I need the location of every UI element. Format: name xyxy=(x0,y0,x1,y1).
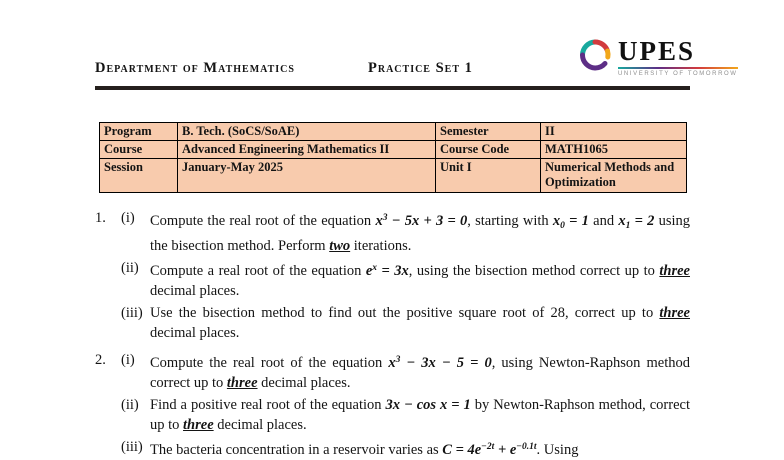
course-info-table xyxy=(99,122,687,193)
part-label: (ii) xyxy=(121,397,139,413)
table-cell-program-value: B. Tech. (SoCS/SoAE) xyxy=(178,123,436,141)
table-cell-session-label: Session xyxy=(100,159,178,193)
question-part xyxy=(95,395,690,435)
question-number xyxy=(95,437,121,460)
part-label: (i) xyxy=(121,210,135,226)
table-cell-course-value: Advanced Engineering Mathematics II xyxy=(178,141,436,159)
upes-logo xyxy=(576,36,738,80)
part-text: Compute a real root of the equation $e^x = 3x$, using the bisection method correct up to three decimal places. xyxy=(150,263,690,299)
table-cell-course-label: Course xyxy=(100,141,178,159)
table-cell-unit-value: Numerical Methods and Optimization xyxy=(541,159,687,193)
table-row xyxy=(100,141,687,159)
question-part xyxy=(95,208,690,256)
upes-logo-text-block xyxy=(618,36,738,77)
part-text: Compute the real root of the equation $x^3 - 5x + 3 = 0$, starting with $x_0 = 1$ and $x_1 = 2$ using the bisection method. Perform two iterations. xyxy=(150,213,691,254)
table-cell-session-value: January-May 2025 xyxy=(178,159,436,193)
upes-wordmark: UPES xyxy=(618,36,696,66)
table-row xyxy=(100,123,687,141)
table-cell-semester-value: II xyxy=(541,123,687,141)
practice-set-title: Practice Set 1 xyxy=(368,60,473,76)
department-heading: Department of Mathematics xyxy=(95,60,295,76)
question-part xyxy=(95,350,690,393)
upes-tagline: UNIVERSITY OF TOMORROW xyxy=(618,71,738,77)
question-number: 1. xyxy=(95,210,106,226)
part-text: The bacteria concentration in a reservoir varies as $C = 4e^{-2t} + e^{-0.1t}$. Using xyxy=(150,442,579,458)
question-number xyxy=(95,395,121,435)
part-text: Compute the real root of the equation $x^3 - 3x - 5 = 0$, using Newton-Raphson method correct up to three decimal places. xyxy=(150,355,690,391)
part-label: (iii) xyxy=(121,305,143,321)
part-label: (ii) xyxy=(121,260,139,276)
question-number: 2. xyxy=(95,352,106,368)
table-cell-course-code-label: Course Code xyxy=(436,141,541,159)
question-number xyxy=(95,258,121,301)
table-row xyxy=(100,159,687,193)
table-cell-unit-label: Unit I xyxy=(436,159,541,193)
question-part xyxy=(95,437,690,460)
part-label: (iii) xyxy=(121,439,143,455)
table-cell-program-label: Program xyxy=(100,123,178,141)
questions-list xyxy=(95,208,690,460)
table-cell-course-code-value: MATH1065 xyxy=(541,141,687,159)
part-text: Find a positive real root of the equation 3x − cos x = 1 by Newton-Raphson method, correct up to three decimal places. xyxy=(150,397,690,433)
upes-logo-gradient-bar xyxy=(618,67,738,69)
part-text: Use the bisection method to find out the positive square root of 28, correct up to three decimal places. xyxy=(150,305,690,341)
upes-logo-icon xyxy=(576,36,616,80)
question-number xyxy=(95,303,121,343)
header-rule xyxy=(95,86,690,90)
part-label: (i) xyxy=(121,352,135,368)
question-part xyxy=(95,258,690,301)
table-cell-semester-label: Semester xyxy=(436,123,541,141)
question-part xyxy=(95,303,690,343)
